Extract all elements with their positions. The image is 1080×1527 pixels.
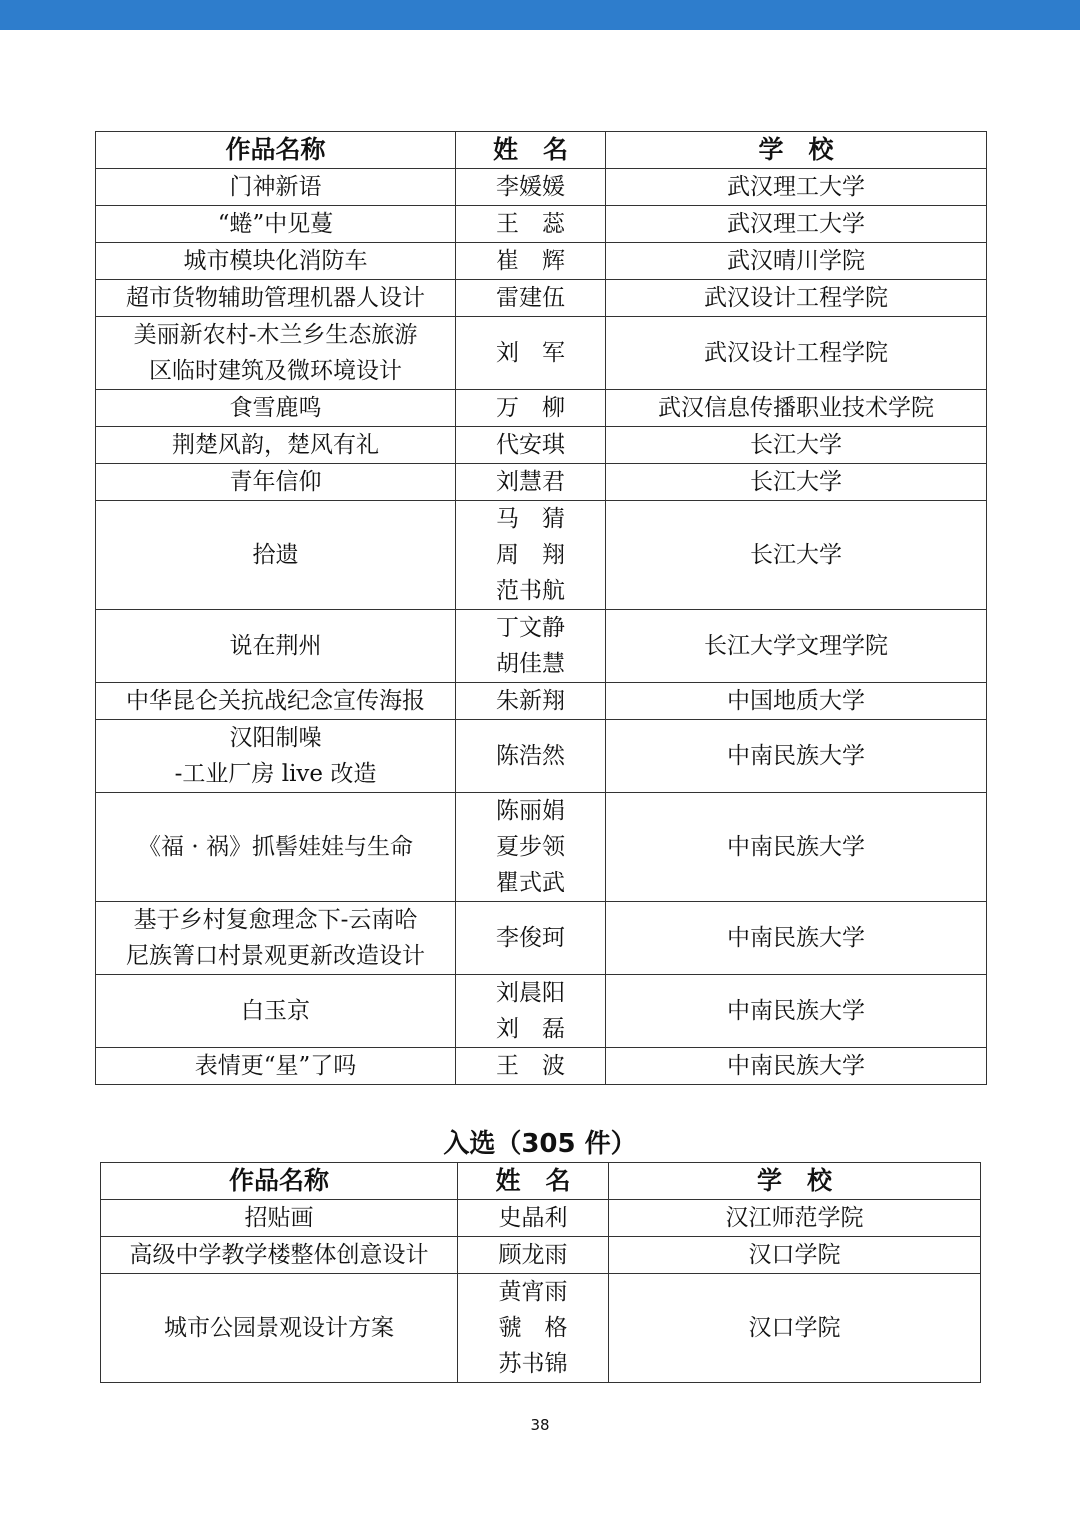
work-title-cell <box>101 1200 458 1237</box>
school-line: 武汉理工大学 <box>727 211 865 237</box>
table-body <box>101 1200 981 1383</box>
work-title-cell <box>96 280 456 317</box>
header-school: 学 校 <box>606 132 987 169</box>
work-title-cell <box>96 390 456 427</box>
table-row <box>96 720 987 793</box>
work-title-line: 表情更“星”了吗 <box>194 1053 357 1079</box>
student-name-cell <box>458 1200 609 1237</box>
table-row <box>96 280 987 317</box>
student-name-cell <box>456 390 606 427</box>
student-name-cell <box>456 464 606 501</box>
student-name-line: 李俊珂 <box>496 925 565 951</box>
student-name-cell <box>456 610 606 683</box>
work-title-line: 拾遗 <box>252 542 299 568</box>
work-title-cell <box>96 317 456 390</box>
student-name-line: 陈浩然 <box>496 743 565 769</box>
table-row <box>96 206 987 243</box>
student-name-cell <box>456 1048 606 1085</box>
work-title-line: 城市公园景观设计方案 <box>164 1315 394 1341</box>
work-title-cell <box>96 902 456 975</box>
work-title-line: 《福 · 祸》抓髻娃娃与生命 <box>138 834 413 860</box>
school-line: 长江大学 <box>750 432 842 458</box>
student-name-line: 夏步领 <box>496 834 565 860</box>
student-name-cell <box>456 683 606 720</box>
student-name-line: 刘 磊 <box>496 1016 565 1042</box>
header-work-title: 作品名称 <box>101 1163 458 1200</box>
student-name-line: 苏书锦 <box>498 1351 568 1377</box>
work-title-line: 说在荆州 <box>229 633 322 659</box>
table-row <box>101 1237 981 1274</box>
work-title-line: 高级中学教学楼整体创意设计 <box>129 1242 429 1268</box>
top-accent-bar <box>0 0 1080 30</box>
school-cell <box>606 610 987 683</box>
school-line: 中南民族大学 <box>727 998 865 1024</box>
work-title-cell <box>96 464 456 501</box>
work-title-line: 荆楚风韵，楚风有礼 <box>172 432 379 458</box>
work-title-line: 青年信仰 <box>229 469 322 495</box>
school-cell <box>609 1274 981 1383</box>
student-name-line: 胡佳慧 <box>496 651 565 677</box>
school-line: 长江大学 <box>750 542 842 568</box>
work-title-line: 超市货物辅助管理机器人设计 <box>126 285 425 311</box>
school-line: 汉口学院 <box>748 1242 841 1268</box>
student-name-line: 李媛媛 <box>496 174 565 200</box>
student-name-line: 马 猜 <box>496 506 565 532</box>
table-row <box>96 902 987 975</box>
school-line: 武汉信息传播职业技术学院 <box>658 395 934 421</box>
student-name-line: 刘慧君 <box>496 469 565 495</box>
student-name-cell <box>456 317 606 390</box>
work-title-line: 尼族箐口村景观更新改造设计 <box>126 943 425 969</box>
work-title-line: 城市模块化消防车 <box>183 248 368 274</box>
school-line: 长江大学 <box>750 469 842 495</box>
school-cell <box>606 902 987 975</box>
work-title-line: 中华昆仑关抗战纪念宣传海报 <box>126 688 425 714</box>
school-cell <box>606 427 987 464</box>
school-cell <box>606 243 987 280</box>
work-title-line: 门神新语 <box>229 174 322 200</box>
table-row <box>96 610 987 683</box>
school-cell <box>606 975 987 1048</box>
student-name-line: 刘 军 <box>496 340 565 366</box>
table-row <box>96 390 987 427</box>
student-name-line: 刘晨阳 <box>496 980 565 1006</box>
table-row <box>96 243 987 280</box>
work-title-cell <box>101 1274 458 1383</box>
student-name-line: 代安琪 <box>496 432 565 458</box>
student-name-line: 王 波 <box>496 1053 565 1079</box>
header-name: 姓 名 <box>456 132 606 169</box>
school-line: 中南民族大学 <box>727 1053 865 1079</box>
work-title-line: 招贴画 <box>244 1205 314 1231</box>
work-title-cell <box>96 683 456 720</box>
work-title-cell <box>96 206 456 243</box>
student-name-line: 丁文静 <box>496 615 565 641</box>
work-title-line: 汉阳制噪 <box>229 725 322 751</box>
table-row <box>96 501 987 610</box>
school-line: 武汉设计工程学院 <box>704 285 888 311</box>
table-row <box>96 464 987 501</box>
student-name-cell <box>456 243 606 280</box>
student-name-cell <box>456 793 606 902</box>
page-number: 38 <box>530 1416 550 1434</box>
table-header-row <box>96 132 987 169</box>
school-cell <box>606 317 987 390</box>
student-name-line: 朱新翔 <box>496 688 565 714</box>
school-line: 汉口学院 <box>748 1315 841 1341</box>
school-line: 武汉理工大学 <box>727 174 865 200</box>
work-title-line: -工业厂房 live 改造 <box>174 761 377 787</box>
student-name-line: 陈丽娟 <box>496 798 565 824</box>
school-cell <box>609 1237 981 1274</box>
work-title-line: 区临时建筑及微环境设计 <box>149 358 402 384</box>
section-title: 入选（305 件） <box>443 1129 637 1159</box>
work-title-line: 基于乡村复愈理念下-云南哈 <box>133 907 418 933</box>
header-school: 学 校 <box>609 1163 981 1200</box>
school-line: 汉江师范学院 <box>725 1205 864 1231</box>
work-title-cell <box>96 975 456 1048</box>
school-line: 中南民族大学 <box>727 834 865 860</box>
work-title-cell <box>96 243 456 280</box>
school-cell <box>606 501 987 610</box>
table-row <box>96 169 987 206</box>
table-row <box>96 683 987 720</box>
work-title-cell <box>101 1237 458 1274</box>
student-name-line: 万 柳 <box>496 395 565 421</box>
school-cell <box>606 280 987 317</box>
table-row <box>96 427 987 464</box>
student-name-cell <box>456 427 606 464</box>
school-cell <box>606 390 987 427</box>
awards-table-1 <box>95 131 987 1085</box>
table-row <box>96 975 987 1048</box>
student-name-cell <box>456 280 606 317</box>
student-name-cell <box>458 1274 609 1383</box>
header-name: 姓 名 <box>458 1163 609 1200</box>
student-name-cell <box>456 720 606 793</box>
school-line: 长江大学文理学院 <box>704 633 888 659</box>
header-work-title: 作品名称 <box>96 132 456 169</box>
table-row <box>101 1200 981 1237</box>
school-line: 中南民族大学 <box>727 925 865 951</box>
student-name-line: 顾龙雨 <box>498 1242 568 1268</box>
school-cell <box>606 464 987 501</box>
student-name-line: 王 蕊 <box>496 211 565 237</box>
school-line: 武汉晴川学院 <box>727 248 865 274</box>
work-title-cell <box>96 169 456 206</box>
student-name-line: 黄宵雨 <box>498 1279 568 1305</box>
school-cell <box>606 720 987 793</box>
table-row <box>101 1274 981 1383</box>
student-name-line: 周 翔 <box>496 542 565 568</box>
student-name-line: 崔 辉 <box>496 248 565 274</box>
work-title-line: “蜷”中见蔓 <box>217 211 334 237</box>
student-name-line: 范书航 <box>496 578 565 604</box>
student-name-cell <box>456 169 606 206</box>
work-title-line: 美丽新农村-木兰乡生态旅游 <box>133 322 418 348</box>
work-title-cell <box>96 793 456 902</box>
student-name-cell <box>456 501 606 610</box>
work-title-line: 白玉京 <box>241 998 310 1024</box>
school-cell <box>609 1200 981 1237</box>
student-name-cell <box>456 975 606 1048</box>
table-row <box>96 1048 987 1085</box>
school-line: 中南民族大学 <box>727 743 865 769</box>
work-title-line: 食雪鹿鸣 <box>229 395 322 421</box>
table-row <box>96 317 987 390</box>
table-row <box>96 793 987 902</box>
student-name-line: 史晶利 <box>498 1205 568 1231</box>
student-name-cell <box>456 206 606 243</box>
work-title-cell <box>96 1048 456 1085</box>
student-name-line: 雷建伍 <box>496 285 565 311</box>
school-line: 中国地质大学 <box>727 688 865 714</box>
work-title-cell <box>96 427 456 464</box>
student-name-line: 瞿式武 <box>496 870 565 896</box>
awards-table-2 <box>100 1162 981 1383</box>
work-title-cell <box>96 720 456 793</box>
school-cell <box>606 1048 987 1085</box>
school-cell <box>606 683 987 720</box>
work-title-cell <box>96 501 456 610</box>
student-name-cell <box>458 1237 609 1274</box>
school-line: 武汉设计工程学院 <box>704 340 888 366</box>
work-title-cell <box>96 610 456 683</box>
school-cell <box>606 206 987 243</box>
student-name-line: 虢 格 <box>498 1315 568 1341</box>
student-name-cell <box>456 902 606 975</box>
table-body <box>96 169 987 1085</box>
table-header-row <box>101 1163 981 1200</box>
school-cell <box>606 169 987 206</box>
school-cell <box>606 793 987 902</box>
